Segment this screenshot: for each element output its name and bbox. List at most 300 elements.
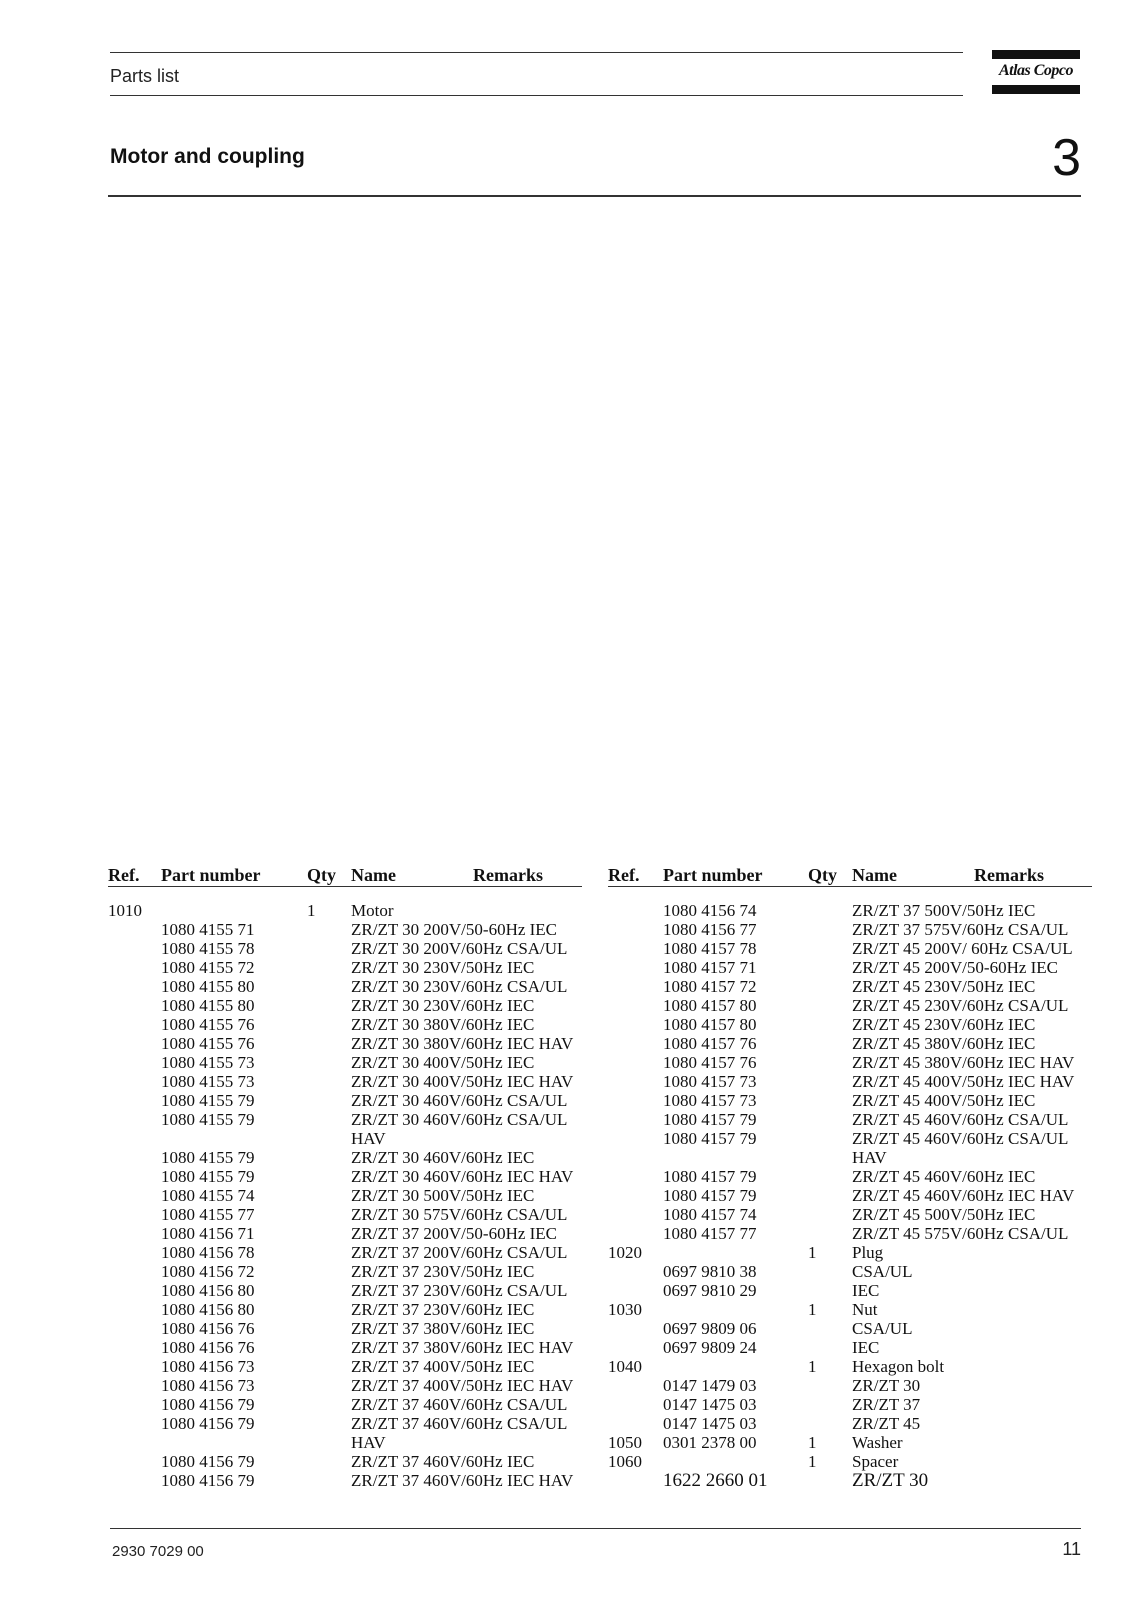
cell-qty (808, 1091, 852, 1110)
table-row (108, 1262, 582, 1281)
cell-ref: 1050 (608, 1433, 642, 1452)
cell-ref: 1040 (608, 1357, 642, 1376)
table-row (608, 1110, 1092, 1129)
table-row (108, 996, 582, 1015)
cell-ref (608, 1148, 663, 1167)
cell-qty (808, 1053, 852, 1072)
cell-name: ZR/ZT 45 460V/60Hz IEC HAV (852, 1186, 1075, 1205)
cell-ref (108, 1129, 161, 1148)
cell-qty (307, 1433, 351, 1452)
cell-name: ZR/ZT 45 460V/60Hz CSA/UL (852, 1110, 1069, 1129)
cell-name: ZR/ZT 45 460V/60Hz CSA/UL (852, 1129, 1069, 1148)
cell-name: ZR/ZT 37 575V/60Hz CSA/UL (852, 920, 1069, 939)
cell-ref (108, 996, 161, 1015)
cell-part-number: 0697 9809 06 (663, 1319, 757, 1338)
cell-name: ZR/ZT 37 380V/60Hz IEC (351, 1319, 535, 1338)
cell-part-number: 1080 4155 72 (161, 958, 255, 977)
table-row (108, 1376, 582, 1395)
cell-ref (108, 1110, 161, 1129)
table-header-row (108, 862, 582, 887)
cell-name: ZR/ZT 30 400V/50Hz IEC HAV (351, 1072, 574, 1091)
table-row (108, 1357, 582, 1376)
table-row (608, 1357, 1092, 1376)
cell-part-number: 1080 4155 77 (161, 1205, 255, 1224)
cell-part-number (663, 1300, 808, 1319)
table-row (108, 1471, 582, 1490)
cell-part-number (663, 1148, 808, 1167)
cell-part-number: 1080 4156 79 (161, 1452, 255, 1471)
cell-part-number: 1080 4156 79 (161, 1395, 255, 1414)
cell-name: IEC (852, 1338, 880, 1357)
cell-qty (808, 939, 852, 958)
cell-name: ZR/ZT 45 200V/50-60Hz IEC (852, 958, 1059, 977)
cell-ref (108, 1167, 161, 1186)
cell-name: ZR/ZT 37 230V/50Hz IEC (351, 1262, 535, 1281)
table-row (108, 1224, 582, 1243)
cell-name: ZR/ZT 45 575V/60Hz CSA/UL (852, 1224, 1069, 1243)
cell-ref (608, 1262, 663, 1281)
column-header-name: Name (351, 865, 396, 885)
cell-qty (307, 1091, 351, 1110)
cell-part-number: 1080 4156 73 (161, 1357, 255, 1376)
cell-qty (307, 1319, 351, 1338)
cell-name: ZR/ZT 37 460V/60Hz CSA/UL (351, 1414, 568, 1433)
cell-qty (307, 1414, 351, 1433)
cell-part-number: 1080 4157 78 (663, 939, 757, 958)
cell-part-number: 0697 9810 38 (663, 1262, 757, 1281)
cell-qty (307, 1471, 351, 1490)
cell-qty (307, 1262, 351, 1281)
cell-name: ZR/ZT 37 500V/50Hz IEC (852, 901, 1036, 920)
cell-ref (108, 1281, 161, 1300)
cell-name: ZR/ZT 45 380V/60Hz IEC (852, 1034, 1036, 1053)
cell-qty (307, 1300, 351, 1319)
cell-qty (808, 1205, 852, 1224)
cell-ref (608, 1053, 663, 1072)
cell-part-number: 1080 4156 76 (161, 1319, 255, 1338)
cell-qty (307, 1224, 351, 1243)
cell-part-number: 1080 4155 73 (161, 1072, 255, 1091)
cell-name: ZR/ZT 30 230V/60Hz CSA/UL (351, 977, 568, 996)
column-header-name: Name (852, 865, 897, 885)
table-row (108, 1300, 582, 1319)
cell-part-number (161, 1433, 307, 1452)
cell-part-number: 1080 4155 78 (161, 939, 255, 958)
cell-part-number: 1080 4156 74 (663, 901, 757, 920)
cell-qty (808, 1338, 852, 1357)
cell-ref (108, 939, 161, 958)
cell-name: ZR/ZT 30 200V/60Hz CSA/UL (351, 939, 568, 958)
cell-part-number: 1080 4157 76 (663, 1034, 757, 1053)
cell-part-number: 1080 4156 80 (161, 1300, 255, 1319)
cell-ref (608, 1395, 663, 1414)
cell-name: ZR/ZT 37 460V/60Hz CSA/UL (351, 1395, 568, 1414)
cell-qty (808, 1224, 852, 1243)
table-row (608, 1452, 1092, 1471)
footer-rule (110, 1528, 1081, 1529)
cell-ref (608, 1224, 663, 1243)
cell-qty (808, 1319, 852, 1338)
cell-qty (307, 920, 351, 939)
cell-qty (307, 977, 351, 996)
cell-name: ZR/ZT 37 400V/50Hz IEC (351, 1357, 535, 1376)
cell-qty (307, 1110, 351, 1129)
cell-name: ZR/ZT 45 400V/50Hz IEC HAV (852, 1072, 1075, 1091)
cell-qty (307, 996, 351, 1015)
cell-name: Washer (852, 1433, 903, 1452)
column-header-name-remarks (852, 862, 1092, 887)
cell-part-number: 1080 4156 73 (161, 1376, 255, 1395)
cell-ref (108, 1357, 161, 1376)
cell-name: ZR/ZT 37 380V/60Hz IEC HAV (351, 1338, 574, 1357)
cell-ref (608, 1319, 663, 1338)
cell-name: HAV (852, 1148, 887, 1167)
cell-name: ZR/ZT 45 200V/ 60Hz CSA/UL (852, 939, 1073, 958)
column-header-qty: Qty (307, 862, 351, 887)
cell-qty (808, 958, 852, 977)
cell-name: ZR/ZT 45 500V/50Hz IEC (852, 1205, 1036, 1224)
cell-qty: 1 (307, 901, 316, 920)
table-row (608, 996, 1092, 1015)
cell-qty (307, 1015, 351, 1034)
table-row (108, 1072, 582, 1091)
column-header-remarks: Remarks (973, 865, 1044, 885)
cell-part-number: 1080 4156 80 (161, 1281, 255, 1300)
cell-ref (108, 1414, 161, 1433)
parts-table-left (108, 862, 582, 1490)
cell-name: Motor (351, 901, 394, 920)
cell-part-number (161, 901, 307, 920)
table-header-row (608, 862, 1092, 887)
cell-part-number: 0147 1479 03 (663, 1376, 757, 1395)
cell-name: ZR/ZT 30 200V/50-60Hz IEC (351, 920, 558, 939)
table-row (608, 920, 1092, 939)
cell-ref (608, 1338, 663, 1357)
cell-ref (608, 1034, 663, 1053)
header-bottom-rule (110, 95, 963, 96)
table-row (608, 1224, 1092, 1243)
cell-ref (608, 996, 663, 1015)
cell-name: ZR/ZT 45 (852, 1414, 921, 1433)
cell-qty (307, 1338, 351, 1357)
cell-qty (808, 996, 852, 1015)
cell-qty (808, 1262, 852, 1281)
cell-ref (108, 1205, 161, 1224)
cell-ref (108, 1376, 161, 1395)
cell-name: ZR/ZT 45 230V/50Hz IEC (852, 977, 1036, 996)
cell-qty (808, 977, 852, 996)
cell-ref (108, 1224, 161, 1243)
cell-name: ZR/ZT 37 230V/60Hz CSA/UL (351, 1281, 568, 1300)
cell-part-number: 1080 4156 76 (161, 1338, 255, 1357)
cell-qty (808, 1072, 852, 1091)
table-row (108, 1395, 582, 1414)
cell-qty (307, 1129, 351, 1148)
parts-table-right-body (608, 887, 1092, 1491)
cell-qty: 1 (808, 1243, 817, 1262)
cell-name: IEC (852, 1281, 880, 1300)
cell-part-number: 1080 4157 73 (663, 1072, 757, 1091)
column-header-name-remarks (351, 862, 582, 887)
table-row (608, 1148, 1092, 1167)
cell-name: ZR/ZT 30 460V/60Hz IEC HAV (351, 1167, 574, 1186)
cell-ref: 1060 (608, 1452, 642, 1471)
cell-part-number (663, 1357, 808, 1376)
table-row (108, 1281, 582, 1300)
cell-qty (307, 1357, 351, 1376)
cell-part-number: 1080 4156 72 (161, 1262, 255, 1281)
cell-name: ZR/ZT 30 460V/60Hz IEC (351, 1148, 535, 1167)
table-row (608, 1091, 1092, 1110)
cell-qty (307, 1376, 351, 1395)
cell-name: ZR/ZT 30 380V/60Hz IEC (351, 1015, 535, 1034)
cell-ref (108, 1243, 161, 1262)
cell-qty (307, 1167, 351, 1186)
cell-qty: 1 (808, 1452, 817, 1471)
cell-ref (608, 1186, 663, 1205)
cell-qty (307, 1395, 351, 1414)
table-row (108, 1433, 582, 1452)
cell-part-number: 1080 4157 71 (663, 958, 757, 977)
table-row (608, 1129, 1092, 1148)
cell-ref (108, 1300, 161, 1319)
cell-part-number: 1080 4155 71 (161, 920, 255, 939)
cell-part-number: 1080 4155 80 (161, 996, 255, 1015)
cell-part-number: 0697 9810 29 (663, 1281, 757, 1300)
table-row (608, 1186, 1092, 1205)
cell-name: ZR/ZT 37 230V/60Hz IEC (351, 1300, 535, 1319)
cell-ref (608, 901, 663, 920)
cell-part-number: 1080 4155 79 (161, 1167, 255, 1186)
cell-ref (608, 958, 663, 977)
cell-qty: 1 (808, 1357, 817, 1376)
cell-name: Nut (852, 1300, 878, 1319)
cell-ref (108, 958, 161, 977)
cell-part-number: 0697 9809 24 (663, 1338, 757, 1357)
cell-qty (808, 1414, 852, 1433)
header-section-label: Parts list (110, 66, 180, 86)
cell-qty (808, 1395, 852, 1414)
cell-name: ZR/ZT 45 460V/60Hz IEC (852, 1167, 1036, 1186)
table-row (108, 1110, 582, 1129)
table-row (108, 1167, 582, 1186)
table-row (108, 1091, 582, 1110)
cell-ref (108, 1091, 161, 1110)
cell-name: ZR/ZT 45 230V/60Hz CSA/UL (852, 996, 1069, 1015)
cell-name: ZR/ZT 30 230V/60Hz IEC (351, 996, 535, 1015)
table-row (108, 939, 582, 958)
cell-ref (608, 1072, 663, 1091)
cell-part-number: 1080 4155 76 (161, 1034, 255, 1053)
cell-ref: 1030 (608, 1300, 642, 1319)
table-row (608, 1300, 1092, 1319)
cell-qty (808, 901, 852, 920)
table-row (608, 939, 1092, 958)
cell-name: ZR/ZT 30 575V/60Hz CSA/UL (351, 1205, 568, 1224)
cell-part-number: 1080 4157 79 (663, 1167, 757, 1186)
table-row (108, 1205, 582, 1224)
cell-ref (108, 1452, 161, 1471)
cell-qty (307, 1034, 351, 1053)
cell-name: ZR/ZT 45 400V/50Hz IEC (852, 1091, 1036, 1110)
cell-qty (808, 1376, 852, 1395)
cell-part-number: 1080 4155 79 (161, 1148, 255, 1167)
cell-name: ZR/ZT 45 380V/60Hz IEC HAV (852, 1053, 1075, 1072)
page-title: Motor and coupling (110, 145, 305, 168)
cell-part-number: 1080 4155 79 (161, 1091, 255, 1110)
cell-ref: 1010 (108, 901, 142, 920)
column-header-part-number: Part number (663, 862, 808, 887)
cell-name: CSA/UL (852, 1319, 913, 1338)
cell-ref (108, 1053, 161, 1072)
logo-wordmark: Atlas Copco (998, 62, 1074, 79)
cell-part-number: 1080 4156 79 (161, 1471, 255, 1490)
cell-part-number: 1080 4157 79 (663, 1110, 757, 1129)
cell-ref (108, 1148, 161, 1167)
cell-ref (608, 920, 663, 939)
cell-part-number: 1080 4156 77 (663, 920, 757, 939)
chapter-number: 3 (1052, 129, 1081, 187)
cell-qty: 1 (808, 1300, 817, 1319)
cell-part-number: 1080 4157 77 (663, 1224, 757, 1243)
cell-ref (108, 1433, 161, 1452)
column-header-remarks: Remarks (472, 865, 543, 885)
table-row (108, 1338, 582, 1357)
table-row (108, 1186, 582, 1205)
cell-part-number: 0147 1475 03 (663, 1414, 757, 1433)
header-top-rule (110, 52, 963, 53)
cell-ref (108, 977, 161, 996)
table-row (608, 1281, 1092, 1300)
cell-name: ZR/ZT 37 200V/60Hz CSA/UL (351, 1243, 568, 1262)
table-row (108, 901, 582, 920)
cell-ref (108, 1471, 161, 1490)
table-row (108, 1243, 582, 1262)
cell-name: HAV (351, 1433, 386, 1452)
cell-ref (108, 1338, 161, 1357)
table-row (108, 1129, 582, 1148)
table-row (608, 1167, 1092, 1186)
logo-bottom-bar (992, 85, 1080, 94)
cell-ref (108, 1072, 161, 1091)
cell-ref: 1020 (608, 1243, 642, 1262)
cell-part-number (663, 1243, 808, 1262)
table-row (608, 1262, 1092, 1281)
column-header-part-number: Part number (161, 862, 307, 887)
cell-qty (307, 1053, 351, 1072)
table-row (608, 1072, 1092, 1091)
cell-part-number: 1080 4157 80 (663, 1015, 757, 1034)
table-row (608, 1433, 1092, 1452)
cell-name: ZR/ZT 45 230V/60Hz IEC (852, 1015, 1036, 1034)
cell-name: ZR/ZT 30 (852, 1470, 929, 1491)
table-spacer-row (608, 887, 1092, 902)
table-row (608, 1053, 1092, 1072)
column-header-ref: Ref. (608, 862, 663, 887)
cell-name: ZR/ZT 37 460V/60Hz IEC (351, 1452, 535, 1471)
cell-part-number: 1080 4155 74 (161, 1186, 255, 1205)
table-row (108, 1053, 582, 1072)
column-header-ref: Ref. (108, 862, 161, 887)
table-row (608, 1034, 1092, 1053)
cell-ref (608, 939, 663, 958)
cell-name: ZR/ZT 30 (852, 1376, 921, 1395)
cell-qty (307, 1281, 351, 1300)
cell-name: ZR/ZT 30 230V/50Hz IEC (351, 958, 535, 977)
cell-name: ZR/ZT 30 460V/60Hz CSA/UL (351, 1091, 568, 1110)
cell-ref (108, 1034, 161, 1053)
cell-part-number: 1080 4155 73 (161, 1053, 255, 1072)
table-row (108, 1319, 582, 1338)
table-row (108, 1452, 582, 1471)
cell-qty (808, 1186, 852, 1205)
table-row (608, 1205, 1092, 1224)
cell-qty (307, 939, 351, 958)
table-row (108, 1414, 582, 1433)
cell-name: Hexagon bolt (852, 1357, 945, 1376)
cell-part-number: 1080 4157 76 (663, 1053, 757, 1072)
cell-part-number: 1080 4157 73 (663, 1091, 757, 1110)
cell-ref (108, 1262, 161, 1281)
cell-qty (808, 1015, 852, 1034)
table-row (108, 977, 582, 996)
cell-qty (808, 1167, 852, 1186)
table-row (108, 1015, 582, 1034)
cell-ref (108, 1186, 161, 1205)
cell-part-number: 1080 4156 71 (161, 1224, 255, 1243)
cell-name: ZR/ZT 37 400V/50Hz IEC HAV (351, 1376, 574, 1395)
cell-name: ZR/ZT 30 380V/60Hz IEC HAV (351, 1034, 574, 1053)
cell-part-number: 1080 4157 72 (663, 977, 757, 996)
table-row (608, 958, 1092, 977)
cell-qty (808, 1281, 852, 1300)
parts-table-left-body (108, 887, 582, 1491)
table-row (608, 1338, 1092, 1357)
cell-part-number: 0301 2378 00 (663, 1433, 757, 1452)
cell-part-number: 1080 4155 79 (161, 1110, 255, 1129)
cell-ref (608, 1471, 663, 1490)
cell-qty: 1 (808, 1433, 817, 1452)
cell-ref (608, 1167, 663, 1186)
cell-ref (608, 1129, 663, 1148)
cell-qty (808, 1129, 852, 1148)
table-row (108, 1034, 582, 1053)
cell-qty (307, 1452, 351, 1471)
cell-part-number: 1080 4156 78 (161, 1243, 255, 1262)
cell-ref (608, 1376, 663, 1395)
cell-name: ZR/ZT 37 200V/50-60Hz IEC (351, 1224, 558, 1243)
cell-name: HAV (351, 1129, 386, 1148)
cell-name: Plug (852, 1243, 884, 1262)
logo-top-bar (992, 50, 1080, 59)
cell-part-number: 1080 4157 79 (663, 1186, 757, 1205)
cell-ref (608, 1205, 663, 1224)
cell-name: ZR/ZT 37 (852, 1395, 921, 1414)
document-number: 2930 7029 00 (112, 1543, 204, 1560)
table-row (608, 1376, 1092, 1395)
title-rule (108, 195, 1081, 197)
cell-qty (808, 1034, 852, 1053)
table-row (608, 977, 1092, 996)
cell-ref (108, 1015, 161, 1034)
page-number: 11 (1062, 1539, 1081, 1559)
cell-part-number (663, 1452, 808, 1471)
table-row (108, 958, 582, 977)
table-row (608, 1243, 1092, 1262)
cell-name: Spacer (852, 1452, 899, 1471)
cell-part-number: 1080 4156 79 (161, 1414, 255, 1433)
cell-qty (808, 1110, 852, 1129)
